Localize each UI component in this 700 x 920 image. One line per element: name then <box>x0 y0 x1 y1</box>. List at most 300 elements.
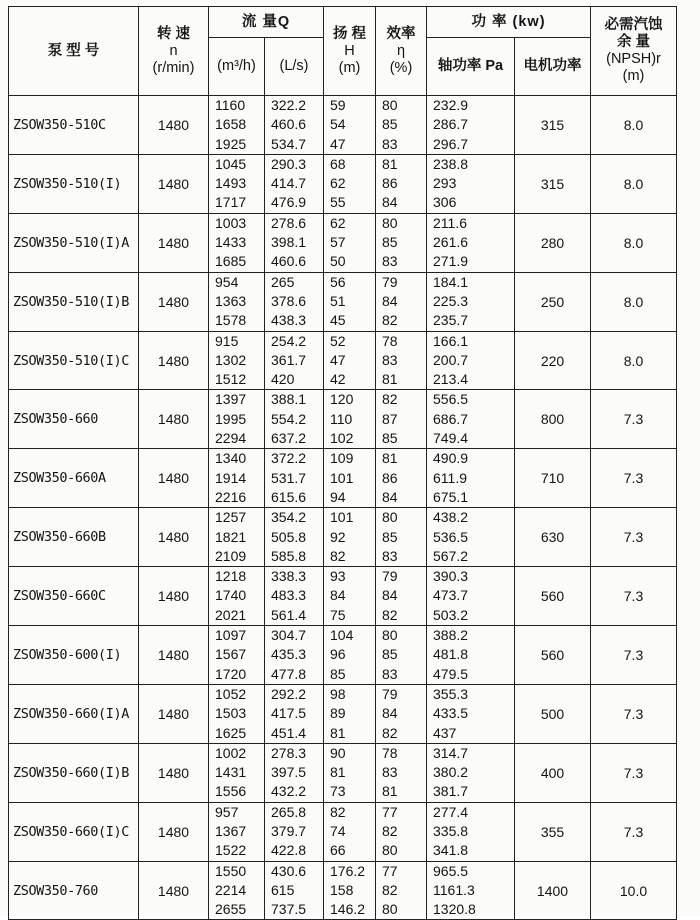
motor-power-cell: 315 <box>515 154 591 213</box>
flow-m3h-cell <box>209 96 265 155</box>
shaft-power-cell-value: 437 <box>433 724 457 741</box>
shaft-power-cell-value: 293 <box>433 175 457 192</box>
shaft-power-cell <box>427 567 515 626</box>
efficiency-cell <box>376 802 427 861</box>
head-cell-value: 55 <box>330 194 346 211</box>
flow-ls-cell-value: 531.7 <box>271 469 307 486</box>
flow-ls-cell-value: 460.6 <box>271 253 307 270</box>
efficiency-cell-value: 80 <box>382 842 398 859</box>
model-cell: ZSOW350-660 <box>9 390 139 449</box>
head-cell <box>324 567 376 626</box>
shaft-power-cell <box>427 743 515 802</box>
efficiency-cell-value: 86 <box>382 175 398 192</box>
efficiency-cell-value: 78 <box>382 744 398 761</box>
head-cell-value: 158 <box>330 881 354 898</box>
head-cell-value: 102 <box>330 430 354 447</box>
speed-cell: 1480 <box>139 449 209 508</box>
efficiency-cell <box>376 213 427 272</box>
flow-m3h-cell-value: 2216 <box>215 488 247 505</box>
head-cell <box>324 626 376 685</box>
flow-ls-cell-value: 534.7 <box>271 135 307 152</box>
shaft-power-cell-value: 390.3 <box>433 568 469 585</box>
shaft-power-cell-value: 556.5 <box>433 391 469 408</box>
speed-cell: 1480 <box>139 743 209 802</box>
efficiency-cell-value: 79 <box>382 568 398 585</box>
head-cell-value: 74 <box>330 822 346 839</box>
head-cell-value: 75 <box>330 606 346 623</box>
efficiency-cell-value: 83 <box>382 351 398 368</box>
shaft-power-cell <box>427 154 515 213</box>
head-cell <box>324 449 376 508</box>
shaft-power-cell-value: 200.7 <box>433 351 469 368</box>
table-row <box>9 390 677 449</box>
flow-m3h-cell-value: 1995 <box>215 410 247 427</box>
flow-m3h-cell <box>209 331 265 390</box>
efficiency-cell-value: 83 <box>382 253 398 270</box>
flow-m3h-cell <box>209 802 265 861</box>
header-flow-ls: (L/s) <box>265 38 324 96</box>
table-row <box>9 272 677 331</box>
flow-m3h-cell-value: 1556 <box>215 783 247 800</box>
table-row <box>9 449 677 508</box>
efficiency-cell <box>376 449 427 508</box>
npsh-cell: 7.3 <box>591 390 677 449</box>
flow-ls-cell-value: 451.4 <box>271 724 307 741</box>
speed-cell: 1480 <box>139 567 209 626</box>
flow-ls-cell-value: 361.7 <box>271 351 307 368</box>
shaft-power-cell <box>427 331 515 390</box>
flow-ls-cell-value: 398.1 <box>271 234 307 251</box>
motor-power-cell: 800 <box>515 390 591 449</box>
efficiency-cell-value: 81 <box>382 783 398 800</box>
table-row <box>9 331 677 390</box>
flow-m3h-cell-value: 1431 <box>215 764 247 781</box>
flow-m3h-cell-value: 1097 <box>215 627 247 644</box>
flow-m3h-cell <box>209 508 265 567</box>
npsh-cell: 7.3 <box>591 449 677 508</box>
flow-m3h-cell-value: 1625 <box>215 724 247 741</box>
flow-m3h-cell-value: 1503 <box>215 705 247 722</box>
flow-ls-cell-value: 554.2 <box>271 410 307 427</box>
motor-power-cell: 220 <box>515 331 591 390</box>
speed-cell: 1480 <box>139 861 209 920</box>
flow-ls-cell-value: 278.3 <box>271 744 307 761</box>
efficiency-cell-value: 86 <box>382 469 398 486</box>
header-speed: 转 速 n (r/min) <box>139 7 209 96</box>
shaft-power-cell-value: 503.2 <box>433 606 469 623</box>
flow-m3h-cell <box>209 567 265 626</box>
flow-ls-cell-value: 430.6 <box>271 862 307 879</box>
flow-m3h-cell-value: 1512 <box>215 371 247 388</box>
efficiency-cell-value: 87 <box>382 410 398 427</box>
head-cell-value: 56 <box>330 273 346 290</box>
flow-ls-cell <box>265 449 324 508</box>
efficiency-cell <box>376 508 427 567</box>
shaft-power-cell <box>427 96 515 155</box>
efficiency-cell-value: 79 <box>382 685 398 702</box>
flow-m3h-cell-value: 2294 <box>215 430 247 447</box>
efficiency-cell <box>376 272 427 331</box>
npsh-cell: 7.3 <box>591 743 677 802</box>
motor-power-cell: 250 <box>515 272 591 331</box>
efficiency-cell-value: 85 <box>382 116 398 133</box>
table-row <box>9 508 677 567</box>
model-cell: ZSOW350-660C <box>9 567 139 626</box>
model-cell: ZSOW350-510(I) <box>9 154 139 213</box>
efficiency-cell-value: 81 <box>382 450 398 467</box>
flow-m3h-cell <box>209 154 265 213</box>
flow-ls-cell-value: 322.2 <box>271 97 307 113</box>
flow-m3h-cell-value: 2021 <box>215 606 247 623</box>
head-cell-value: 50 <box>330 253 346 270</box>
flow-ls-cell <box>265 213 324 272</box>
efficiency-cell-value: 85 <box>382 430 398 447</box>
npsh-cell: 7.3 <box>591 802 677 861</box>
model-cell: ZSOW350-600(I) <box>9 626 139 685</box>
shaft-power-cell-value: 232.9 <box>433 97 469 113</box>
flow-ls-cell-value: 460.6 <box>271 116 307 133</box>
table-row <box>9 861 677 920</box>
motor-power-cell: 500 <box>515 684 591 743</box>
efficiency-cell-value: 83 <box>382 764 398 781</box>
flow-ls-cell-value: 505.8 <box>271 528 307 545</box>
table-row <box>9 567 677 626</box>
efficiency-cell-value: 80 <box>382 901 398 918</box>
flow-ls-cell-value: 561.4 <box>271 606 307 623</box>
flow-m3h-cell-value: 1002 <box>215 744 247 761</box>
flow-ls-cell <box>265 96 324 155</box>
motor-power-cell: 560 <box>515 626 591 685</box>
shaft-power-cell-value: 335.8 <box>433 822 469 839</box>
shaft-power-cell-value: 271.9 <box>433 253 469 270</box>
speed-cell: 1480 <box>139 508 209 567</box>
head-cell-value: 57 <box>330 234 346 251</box>
flow-ls-cell-value: 338.3 <box>271 568 307 585</box>
head-cell-value: 176.2 <box>330 862 366 879</box>
flow-m3h-cell-value: 1914 <box>215 469 247 486</box>
speed-cell: 1480 <box>139 684 209 743</box>
flow-ls-cell-value: 372.2 <box>271 450 307 467</box>
head-cell-value: 68 <box>330 155 346 172</box>
shaft-power-cell-value: 479.5 <box>433 665 469 682</box>
motor-power-cell: 630 <box>515 508 591 567</box>
flow-ls-cell-value: 637.2 <box>271 430 307 447</box>
header-flow: 流 量Q <box>209 7 324 38</box>
npsh-cell: 7.3 <box>591 684 677 743</box>
flow-ls-cell-value: 388.1 <box>271 391 307 408</box>
head-cell-value: 92 <box>330 528 346 545</box>
efficiency-cell <box>376 626 427 685</box>
model-cell: ZSOW350-510C <box>9 96 139 155</box>
model-cell: ZSOW350-660B <box>9 508 139 567</box>
head-cell-value: 51 <box>330 292 346 309</box>
shaft-power-cell <box>427 861 515 920</box>
shaft-power-cell-value: 675.1 <box>433 488 469 505</box>
motor-power-cell: 280 <box>515 213 591 272</box>
flow-m3h-cell-value: 1052 <box>215 685 247 702</box>
head-cell-value: 120 <box>330 391 354 408</box>
head-cell-value: 93 <box>330 568 346 585</box>
flow-ls-cell-value: 397.5 <box>271 764 307 781</box>
efficiency-cell <box>376 154 427 213</box>
flow-ls-cell-value: 290.3 <box>271 155 307 172</box>
shaft-power-cell <box>427 508 515 567</box>
table-row <box>9 684 677 743</box>
shaft-power-cell-value: 388.2 <box>433 627 469 644</box>
flow-m3h-cell-value: 915 <box>215 332 239 349</box>
shaft-power-cell-value: 536.5 <box>433 528 469 545</box>
efficiency-cell-value: 84 <box>382 488 398 505</box>
flow-m3h-cell <box>209 213 265 272</box>
shaft-power-cell-value: 286.7 <box>433 116 469 133</box>
head-cell <box>324 272 376 331</box>
flow-ls-cell-value: 477.8 <box>271 665 307 682</box>
flow-ls-cell-value: 292.2 <box>271 685 307 702</box>
flow-m3h-cell <box>209 272 265 331</box>
table-row <box>9 743 677 802</box>
shaft-power-cell-value: 296.7 <box>433 135 469 152</box>
head-cell <box>324 213 376 272</box>
head-cell <box>324 684 376 743</box>
shaft-power-cell <box>427 802 515 861</box>
flow-ls-cell-value: 438.3 <box>271 312 307 329</box>
npsh-cell: 8.0 <box>591 213 677 272</box>
flow-m3h-cell-value: 1045 <box>215 155 247 172</box>
head-cell-value: 85 <box>330 665 346 682</box>
shaft-power-cell-value: 225.3 <box>433 292 469 309</box>
flow-m3h-cell <box>209 743 265 802</box>
flow-ls-cell-value: 422.8 <box>271 842 307 859</box>
flow-ls-cell-value: 483.3 <box>271 587 307 604</box>
shaft-power-cell-value: 277.4 <box>433 803 469 820</box>
efficiency-cell-value: 85 <box>382 646 398 663</box>
header-efficiency: 效率 η (%) <box>376 7 427 96</box>
efficiency-cell-value: 83 <box>382 135 398 152</box>
shaft-power-cell-value: 306 <box>433 194 457 211</box>
flow-m3h-cell-value: 2109 <box>215 547 247 564</box>
npsh-cell: 8.0 <box>591 331 677 390</box>
flow-m3h-cell-value: 954 <box>215 273 239 290</box>
table-row <box>9 154 677 213</box>
pump-performance-table <box>8 6 677 920</box>
npsh-cell: 7.3 <box>591 626 677 685</box>
shaft-power-cell <box>427 272 515 331</box>
efficiency-cell-value: 82 <box>382 881 398 898</box>
model-cell: ZSOW350-660(I)C <box>9 802 139 861</box>
shaft-power-cell-value: 381.7 <box>433 783 469 800</box>
npsh-cell: 8.0 <box>591 96 677 155</box>
efficiency-cell-value: 84 <box>382 292 398 309</box>
flow-ls-cell-value: 254.2 <box>271 332 307 349</box>
shaft-power-cell-value: 166.1 <box>433 332 469 349</box>
header-power: 功 率 (kw) <box>427 7 591 38</box>
table-body <box>9 96 677 920</box>
flow-ls-cell-value: 278.6 <box>271 214 307 231</box>
efficiency-cell-value: 83 <box>382 547 398 564</box>
efficiency-cell-value: 85 <box>382 234 398 251</box>
efficiency-cell-value: 83 <box>382 665 398 682</box>
flow-m3h-cell-value: 1685 <box>215 253 247 270</box>
flow-ls-cell-value: 265.8 <box>271 803 307 820</box>
flow-ls-cell-value: 615 <box>271 881 295 898</box>
shaft-power-cell-value: 1320.8 <box>433 901 476 918</box>
efficiency-cell-value: 84 <box>382 705 398 722</box>
model-cell: ZSOW350-660(I)B <box>9 743 139 802</box>
speed-cell: 1480 <box>139 96 209 155</box>
efficiency-cell-value: 82 <box>382 312 398 329</box>
flow-m3h-cell <box>209 626 265 685</box>
table-row <box>9 213 677 272</box>
flow-ls-cell <box>265 331 324 390</box>
head-cell-value: 98 <box>330 685 346 702</box>
flow-ls-cell <box>265 861 324 920</box>
motor-power-cell: 355 <box>515 802 591 861</box>
flow-ls-cell <box>265 272 324 331</box>
head-cell-value: 94 <box>330 488 346 505</box>
flow-m3h-cell-value: 2655 <box>215 901 247 918</box>
flow-m3h-cell-value: 1720 <box>215 665 247 682</box>
speed-cell: 1480 <box>139 154 209 213</box>
table-row <box>9 802 677 861</box>
motor-power-cell: 315 <box>515 96 591 155</box>
shaft-power-cell <box>427 684 515 743</box>
head-cell <box>324 802 376 861</box>
flow-ls-cell <box>265 743 324 802</box>
efficiency-cell-value: 80 <box>382 627 398 644</box>
flow-m3h-cell <box>209 390 265 449</box>
shaft-power-cell-value: 611.9 <box>433 469 467 486</box>
flow-m3h-cell-value: 1567 <box>215 646 247 663</box>
table-row <box>9 96 677 155</box>
header-flow-m3h: (m³/h) <box>209 38 265 96</box>
shaft-power-cell <box>427 626 515 685</box>
shaft-power-cell-value: 1161.3 <box>433 881 475 898</box>
shaft-power-cell <box>427 213 515 272</box>
shaft-power-cell-value: 211.6 <box>433 214 467 231</box>
shaft-power-cell-value: 686.7 <box>433 410 469 427</box>
motor-power-cell: 1400 <box>515 861 591 920</box>
flow-m3h-cell-value: 957 <box>215 803 239 820</box>
efficiency-cell <box>376 390 427 449</box>
efficiency-cell-value: 82 <box>382 391 398 408</box>
flow-m3h-cell-value: 1397 <box>215 391 247 408</box>
head-cell-value: 104 <box>330 627 354 644</box>
flow-ls-cell <box>265 154 324 213</box>
head-cell-value: 90 <box>330 744 346 761</box>
header-motor-power: 电机功率 <box>515 38 591 96</box>
model-cell: ZSOW350-660(I)A <box>9 684 139 743</box>
flow-ls-cell <box>265 390 324 449</box>
flow-m3h-cell-value: 2214 <box>215 881 247 898</box>
head-cell <box>324 743 376 802</box>
header-model: 泵 型 号 <box>9 7 139 96</box>
speed-cell: 1480 <box>139 213 209 272</box>
head-cell-value: 54 <box>330 116 346 133</box>
flow-m3h-cell-value: 1658 <box>215 116 247 133</box>
flow-ls-cell <box>265 508 324 567</box>
shaft-power-cell-value: 438.2 <box>433 509 469 526</box>
flow-ls-cell-value: 304.7 <box>271 627 307 644</box>
npsh-cell: 7.3 <box>591 508 677 567</box>
efficiency-cell <box>376 861 427 920</box>
efficiency-cell-value: 82 <box>382 606 398 623</box>
flow-m3h-cell-value: 1550 <box>215 862 247 879</box>
efficiency-cell-value: 79 <box>382 273 398 290</box>
head-cell-value: 101 <box>330 509 354 526</box>
efficiency-cell-value: 80 <box>382 97 398 113</box>
model-cell: ZSOW350-760 <box>9 861 139 920</box>
efficiency-cell <box>376 96 427 155</box>
head-cell <box>324 861 376 920</box>
speed-cell: 1480 <box>139 626 209 685</box>
head-cell-value: 47 <box>330 351 346 368</box>
shaft-power-cell <box>427 390 515 449</box>
flow-ls-cell-value: 354.2 <box>271 509 307 526</box>
flow-ls-cell <box>265 626 324 685</box>
model-cell: ZSOW350-510(I)A <box>9 213 139 272</box>
flow-ls-cell-value: 615.6 <box>271 488 307 505</box>
efficiency-cell-value: 82 <box>382 822 398 839</box>
shaft-power-cell-value: 238.8 <box>433 155 469 172</box>
head-cell-value: 81 <box>330 764 346 781</box>
flow-ls-cell-value: 265 <box>271 273 295 290</box>
flow-m3h-cell-value: 1493 <box>215 175 247 192</box>
flow-m3h-cell-value: 1717 <box>215 194 247 211</box>
flow-ls-cell <box>265 567 324 626</box>
head-cell-value: 96 <box>330 646 346 663</box>
flow-m3h-cell-value: 1160 <box>215 97 246 113</box>
head-cell-value: 146.2 <box>330 901 366 918</box>
header-shaft-power: 轴功率 Pa <box>427 38 515 96</box>
shaft-power-cell-value: 314.7 <box>433 744 469 761</box>
efficiency-cell-value: 81 <box>382 371 398 388</box>
head-cell <box>324 508 376 567</box>
efficiency-cell <box>376 684 427 743</box>
head-cell-value: 82 <box>330 803 346 820</box>
flow-m3h-cell-value: 1257 <box>215 509 247 526</box>
head-cell-value: 109 <box>330 450 354 467</box>
flow-m3h-cell-value: 1522 <box>215 842 247 859</box>
shaft-power-cell-value: 433.5 <box>433 705 469 722</box>
npsh-cell: 8.0 <box>591 154 677 213</box>
efficiency-cell-value: 80 <box>382 214 398 231</box>
efficiency-cell-value: 77 <box>382 803 398 820</box>
motor-power-cell: 400 <box>515 743 591 802</box>
efficiency-cell <box>376 743 427 802</box>
npsh-cell: 10.0 <box>591 861 677 920</box>
efficiency-cell-value: 78 <box>382 332 398 349</box>
head-cell-value: 47 <box>330 135 346 152</box>
flow-m3h-cell-value: 1340 <box>215 450 247 467</box>
flow-m3h-cell <box>209 861 265 920</box>
head-cell-value: 42 <box>330 371 346 388</box>
flow-ls-cell-value: 414.7 <box>271 175 307 192</box>
speed-cell: 1480 <box>139 272 209 331</box>
flow-m3h-cell-value: 1367 <box>215 822 247 839</box>
model-cell: ZSOW350-510(I)B <box>9 272 139 331</box>
shaft-power-cell-value: 184.1 <box>433 273 469 290</box>
flow-ls-cell-value: 476.9 <box>271 194 307 211</box>
model-cell: ZSOW350-510(I)C <box>9 331 139 390</box>
flow-ls-cell-value: 435.3 <box>271 646 307 663</box>
head-cell-value: 110 <box>330 410 353 427</box>
head-cell <box>324 390 376 449</box>
efficiency-cell-value: 80 <box>382 509 398 526</box>
speed-cell: 1480 <box>139 331 209 390</box>
efficiency-cell-value: 84 <box>382 587 398 604</box>
shaft-power-cell-value: 355.3 <box>433 685 469 702</box>
flow-m3h-cell-value: 1363 <box>215 292 247 309</box>
